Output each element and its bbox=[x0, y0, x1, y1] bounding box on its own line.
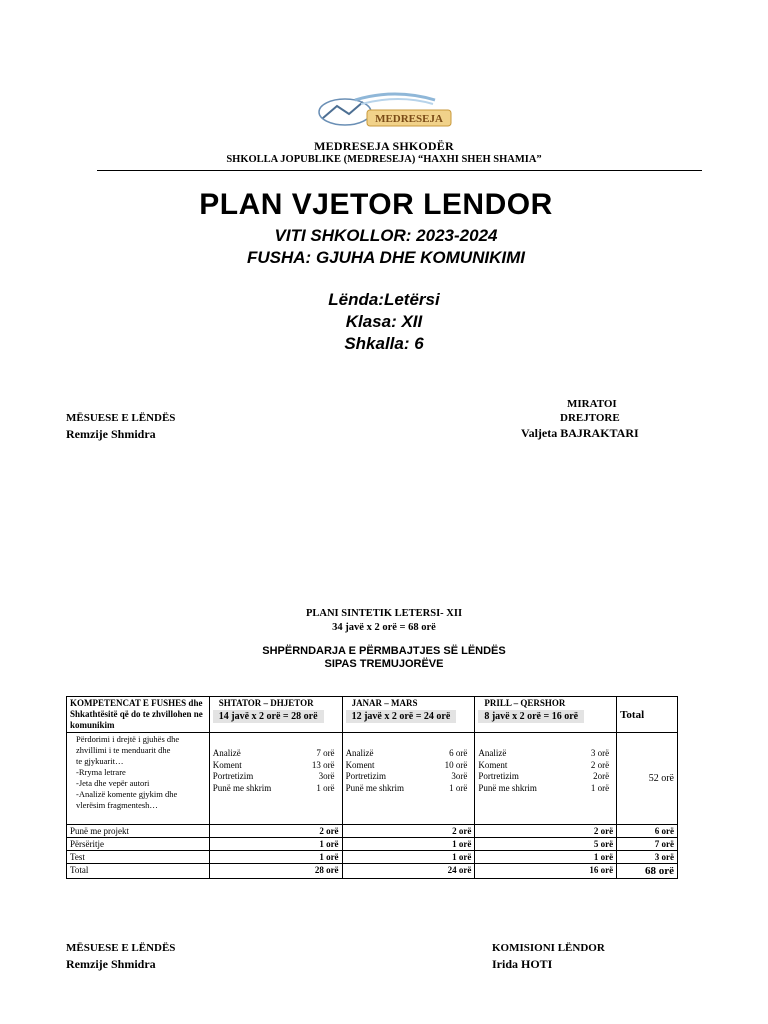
subject-name: Lënda:Letërsi bbox=[328, 290, 440, 309]
school-subtitle: SHKOLLA JOPUBLIKE (MEDRESEJA) “HAXHI SHEH SHAMIA” bbox=[226, 154, 542, 165]
bottom-teacher-name: Remzije Shmidra bbox=[66, 957, 156, 971]
teacher-name: Remzije Shmidra bbox=[66, 427, 156, 441]
term2-activities: Analizë 6 orë Koment 10 orë Portretizim 3orë Punë me shkrim 1 orë bbox=[342, 733, 475, 825]
commission-name: Irida HOTI bbox=[492, 957, 553, 971]
row-label: Total bbox=[67, 864, 210, 879]
term3-activities: Analizë 3 orë Koment 2 orë Portretizim 2orë Punë me shkrim 1 orë bbox=[475, 733, 617, 825]
row-label: Test bbox=[67, 851, 210, 864]
header-competence: KOMPETENCAT E FUSHES dhe Shkathtësitë që do te zhvillohen ne komunikim bbox=[67, 697, 210, 733]
table-header-row bbox=[67, 697, 678, 733]
commission-label: KOMISIONI LËNDOR bbox=[492, 942, 605, 954]
director-label: DREJTORE bbox=[560, 412, 620, 424]
school-logo bbox=[315, 92, 455, 132]
header-term1: SHTATOR – DHJETOR 14 javë x 2 orë = 28 orë bbox=[209, 697, 342, 733]
logo-text: MEDRESEJA bbox=[375, 113, 443, 125]
school-name: MEDRESEJA SHKODËR bbox=[314, 139, 454, 153]
table-row: Test 1 orë 1 orë 1 orë 3 orë bbox=[67, 851, 678, 864]
table-row: Punë me projekt 2 orë 2 orë 2 orë 6 orë bbox=[67, 825, 678, 838]
synthetic-plan-title: PLANI SINTETIK LETERSI- XII bbox=[305, 608, 463, 619]
bottom-teacher-label: MËSUESE E LËNDËS bbox=[66, 942, 176, 954]
synthetic-plan-hours: 34 javë x 2 orë = 68 orë bbox=[332, 622, 436, 633]
header-term2: JANAR – MARS 12 javë x 2 orë = 24 orë bbox=[342, 697, 475, 733]
document-title: PLAN VJETOR LENDOR bbox=[199, 188, 553, 221]
field-name: FUSHA: GJUHA DHE KOMUNIKIMI bbox=[247, 248, 525, 267]
teacher-label: MËSUESE E LËNDËS bbox=[66, 412, 176, 424]
plan-table bbox=[66, 696, 678, 879]
approved-label: MIRATOI bbox=[567, 398, 617, 410]
school-year: VITI SHKOLLOR: 2023-2024 bbox=[274, 226, 498, 245]
row-label: Përsëritje bbox=[67, 838, 210, 851]
header-total: Total bbox=[617, 697, 678, 733]
term1-activities: Analizë 7 orë Koment 13 orë Portretizim 3orë Punë me shkrim 1 orë bbox=[209, 733, 342, 825]
table-row bbox=[67, 733, 678, 825]
competences-cell: Përdorimi i drejtë i gjuhës dhe zhvillimi i te menduarit dhe te gjykuarit… -Rryma letrare -Jeta dhe vepër autori -Analizë komente gjykim dhe vlerësim fragmentesh… bbox=[67, 733, 210, 825]
distribution-subtitle: SIPAS TREMUJORËVE bbox=[324, 658, 444, 670]
header-term3: PRILL – QERSHOR 8 javë x 2 orë = 16 orë bbox=[475, 697, 617, 733]
activities-total: 52 orë bbox=[617, 733, 678, 825]
table-total-row: Total 28 orë 24 orë 16 orë 68 orë bbox=[67, 864, 678, 879]
row-label: Punë me projekt bbox=[67, 825, 210, 838]
class-name: Klasa: XII bbox=[345, 312, 423, 331]
table-row: Përsëritje 1 orë 1 orë 5 orë 7 orë bbox=[67, 838, 678, 851]
level-name: Shkalla: 6 bbox=[344, 334, 424, 353]
distribution-title: SHPËRNDARJA E PËRMBAJTJES SË LËNDËS bbox=[262, 645, 506, 657]
director-name: Valjeta BAJRAKTARI bbox=[521, 426, 639, 440]
header-divider bbox=[97, 170, 702, 171]
